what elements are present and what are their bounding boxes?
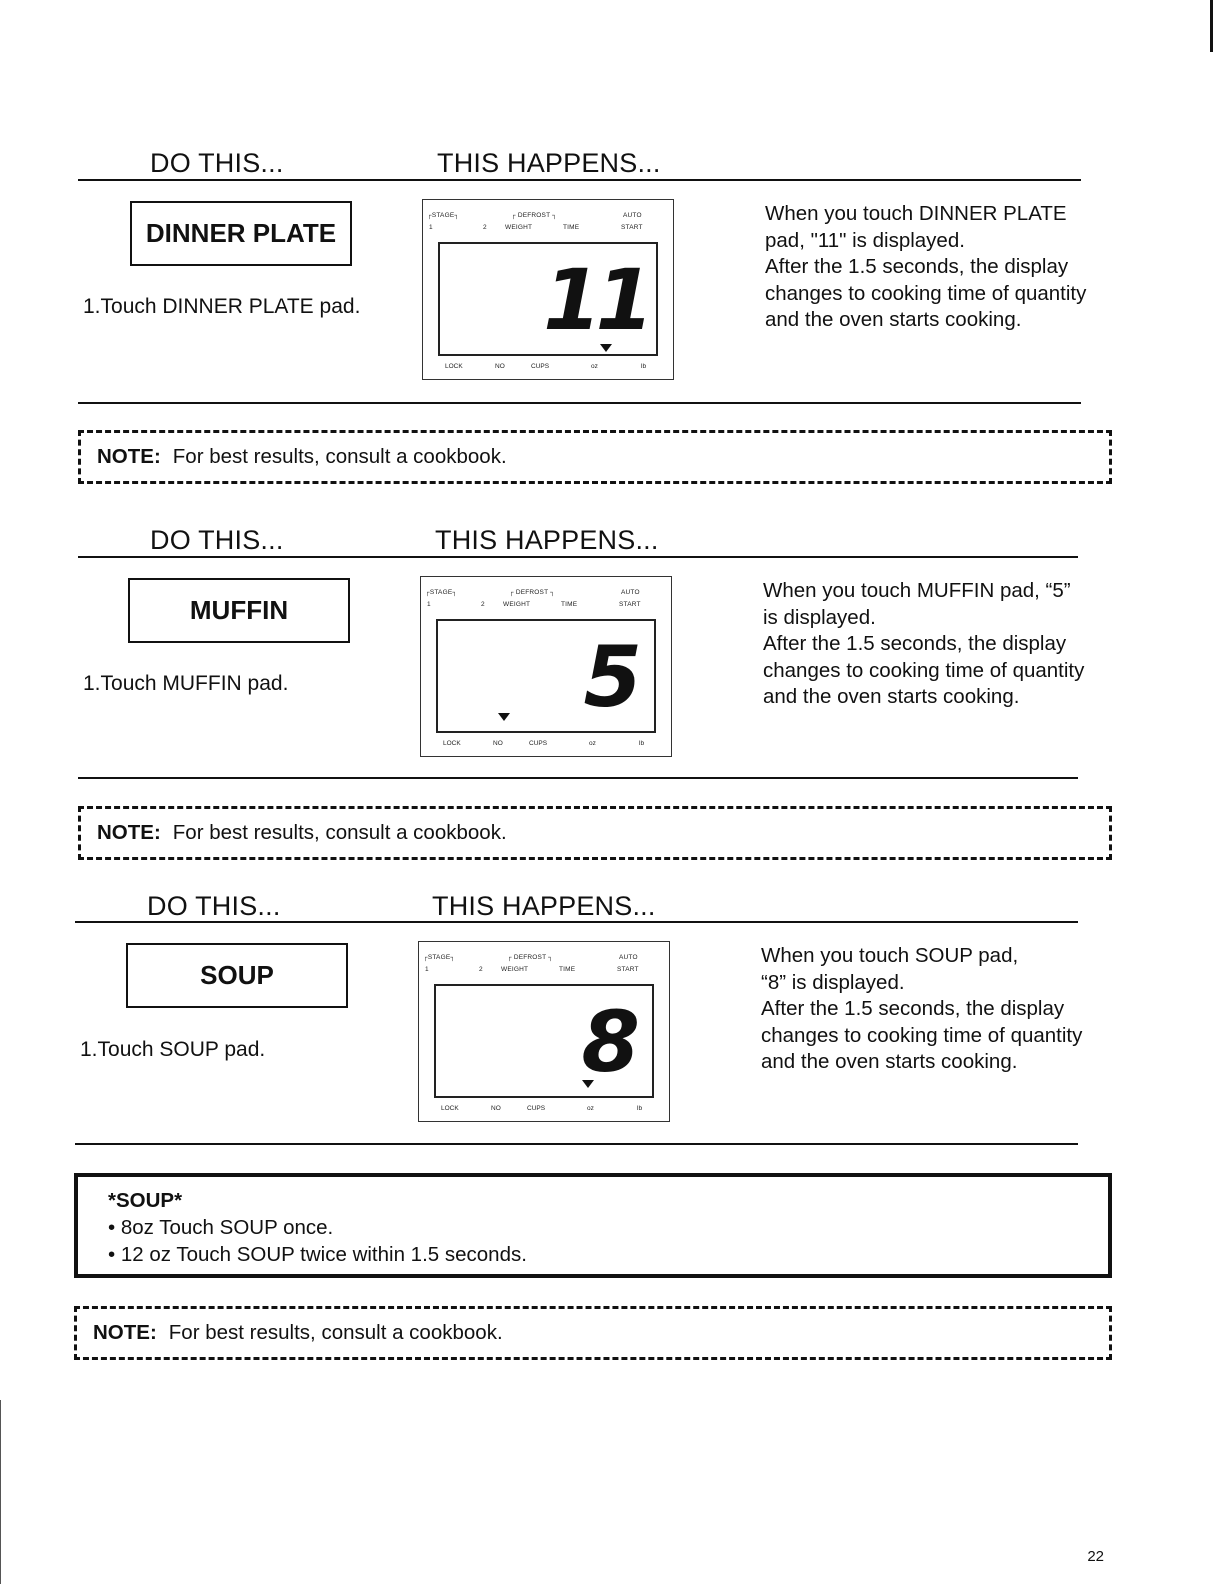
auto-label: AUTO	[619, 954, 638, 961]
indicator-arrow-icon	[498, 713, 510, 721]
note-text: For best results, consult a cookbook.	[168, 1321, 503, 1344]
soup-box-line: • 8oz Touch SOUP once.	[108, 1216, 334, 1239]
note-text: For best results, consult a cookbook.	[172, 821, 507, 844]
scan-edge-mark	[0, 1400, 1, 1584]
note-text: For best results, consult a cookbook.	[172, 445, 507, 468]
indicator-arrow-icon	[600, 344, 612, 352]
auto-label: AUTO	[621, 589, 640, 596]
note-label: NOTE:	[97, 821, 161, 844]
note-label: NOTE:	[97, 445, 161, 468]
dinner-plate-pad: DINNER PLATE	[130, 201, 352, 266]
muffin-pad: MUFFIN	[128, 578, 350, 643]
auto-label: AUTO	[623, 212, 642, 219]
step-instruction: 1.Touch MUFFIN pad.	[83, 672, 289, 695]
lcd-screen	[438, 242, 658, 356]
display-digits: 5	[583, 628, 642, 726]
defrost-label: ┌ DEFROST ┐	[511, 212, 557, 219]
display-digits: 11	[543, 251, 648, 349]
stage-label: ┌STAGE┐	[425, 589, 458, 596]
this-happens-header: THIS HAPPENS...	[437, 148, 661, 178]
soup-box-title: *SOUP*	[108, 1189, 183, 1212]
indicator-arrow-icon	[582, 1080, 594, 1088]
header-rule	[78, 556, 1078, 558]
scan-edge-mark	[1210, 0, 1213, 52]
oven-display: ┌STAGE┐ ┌ DEFROST ┐ AUTO 1 2 WEIGHT TIME START 5 LOCK NO CUPS oz lb	[420, 576, 672, 757]
section-rule	[78, 402, 1081, 404]
section-rule	[78, 777, 1078, 779]
note-label: NOTE:	[93, 1321, 157, 1344]
soup-box-line: • 12 oz Touch SOUP twice within 1.5 seconds.	[108, 1243, 527, 1266]
step-instruction: 1.Touch DINNER PLATE pad.	[83, 295, 361, 318]
display-digits: 8	[581, 993, 640, 1091]
note-box	[78, 806, 1112, 860]
note-box	[74, 1306, 1112, 1360]
soup-info-box	[74, 1173, 1112, 1278]
step-instruction: 1.Touch SOUP pad.	[80, 1038, 266, 1061]
soup-pad: SOUP	[126, 943, 348, 1008]
do-this-header: DO THIS...	[150, 148, 284, 178]
description: When you touch MUFFIN pad, “5” is displayed. After the 1.5 seconds, the display changes to cooking time of quantity and the oven starts cooking.	[763, 579, 1085, 708]
header-rule	[75, 921, 1078, 923]
note-box	[78, 430, 1112, 484]
do-this-header: DO THIS...	[147, 891, 281, 921]
do-this-header: DO THIS...	[150, 525, 284, 555]
defrost-label: ┌ DEFROST ┐	[507, 954, 553, 961]
section-rule	[75, 1143, 1078, 1145]
this-happens-header: THIS HAPPENS...	[432, 891, 656, 921]
stage-label: ┌STAGE┐	[423, 954, 456, 961]
lcd-screen	[436, 619, 656, 733]
lcd-screen	[434, 984, 654, 1098]
page-number: 22	[1087, 1548, 1104, 1565]
oven-display: ┌STAGE┐ ┌ DEFROST ┐ AUTO 1 2 WEIGHT TIME START 8 LOCK NO CUPS oz lb	[418, 941, 670, 1122]
description: When you touch SOUP pad, “8” is displayed. After the 1.5 seconds, the display changes to cooking time of quantity and the oven starts cooking.	[761, 944, 1083, 1073]
this-happens-header: THIS HAPPENS...	[435, 525, 659, 555]
stage-label: ┌STAGE┐	[427, 212, 460, 219]
defrost-label: ┌ DEFROST ┐	[509, 589, 555, 596]
oven-display: ┌STAGE┐ ┌ DEFROST ┐ AUTO 1 2 WEIGHT TIME START 11 LOCK NO CUPS oz lb	[422, 199, 674, 380]
description: When you touch DINNER PLATE pad, "11" is displayed. After the 1.5 seconds, the display changes to cooking time of quantity and the oven starts cooking.	[765, 202, 1087, 331]
header-rule	[78, 179, 1081, 181]
